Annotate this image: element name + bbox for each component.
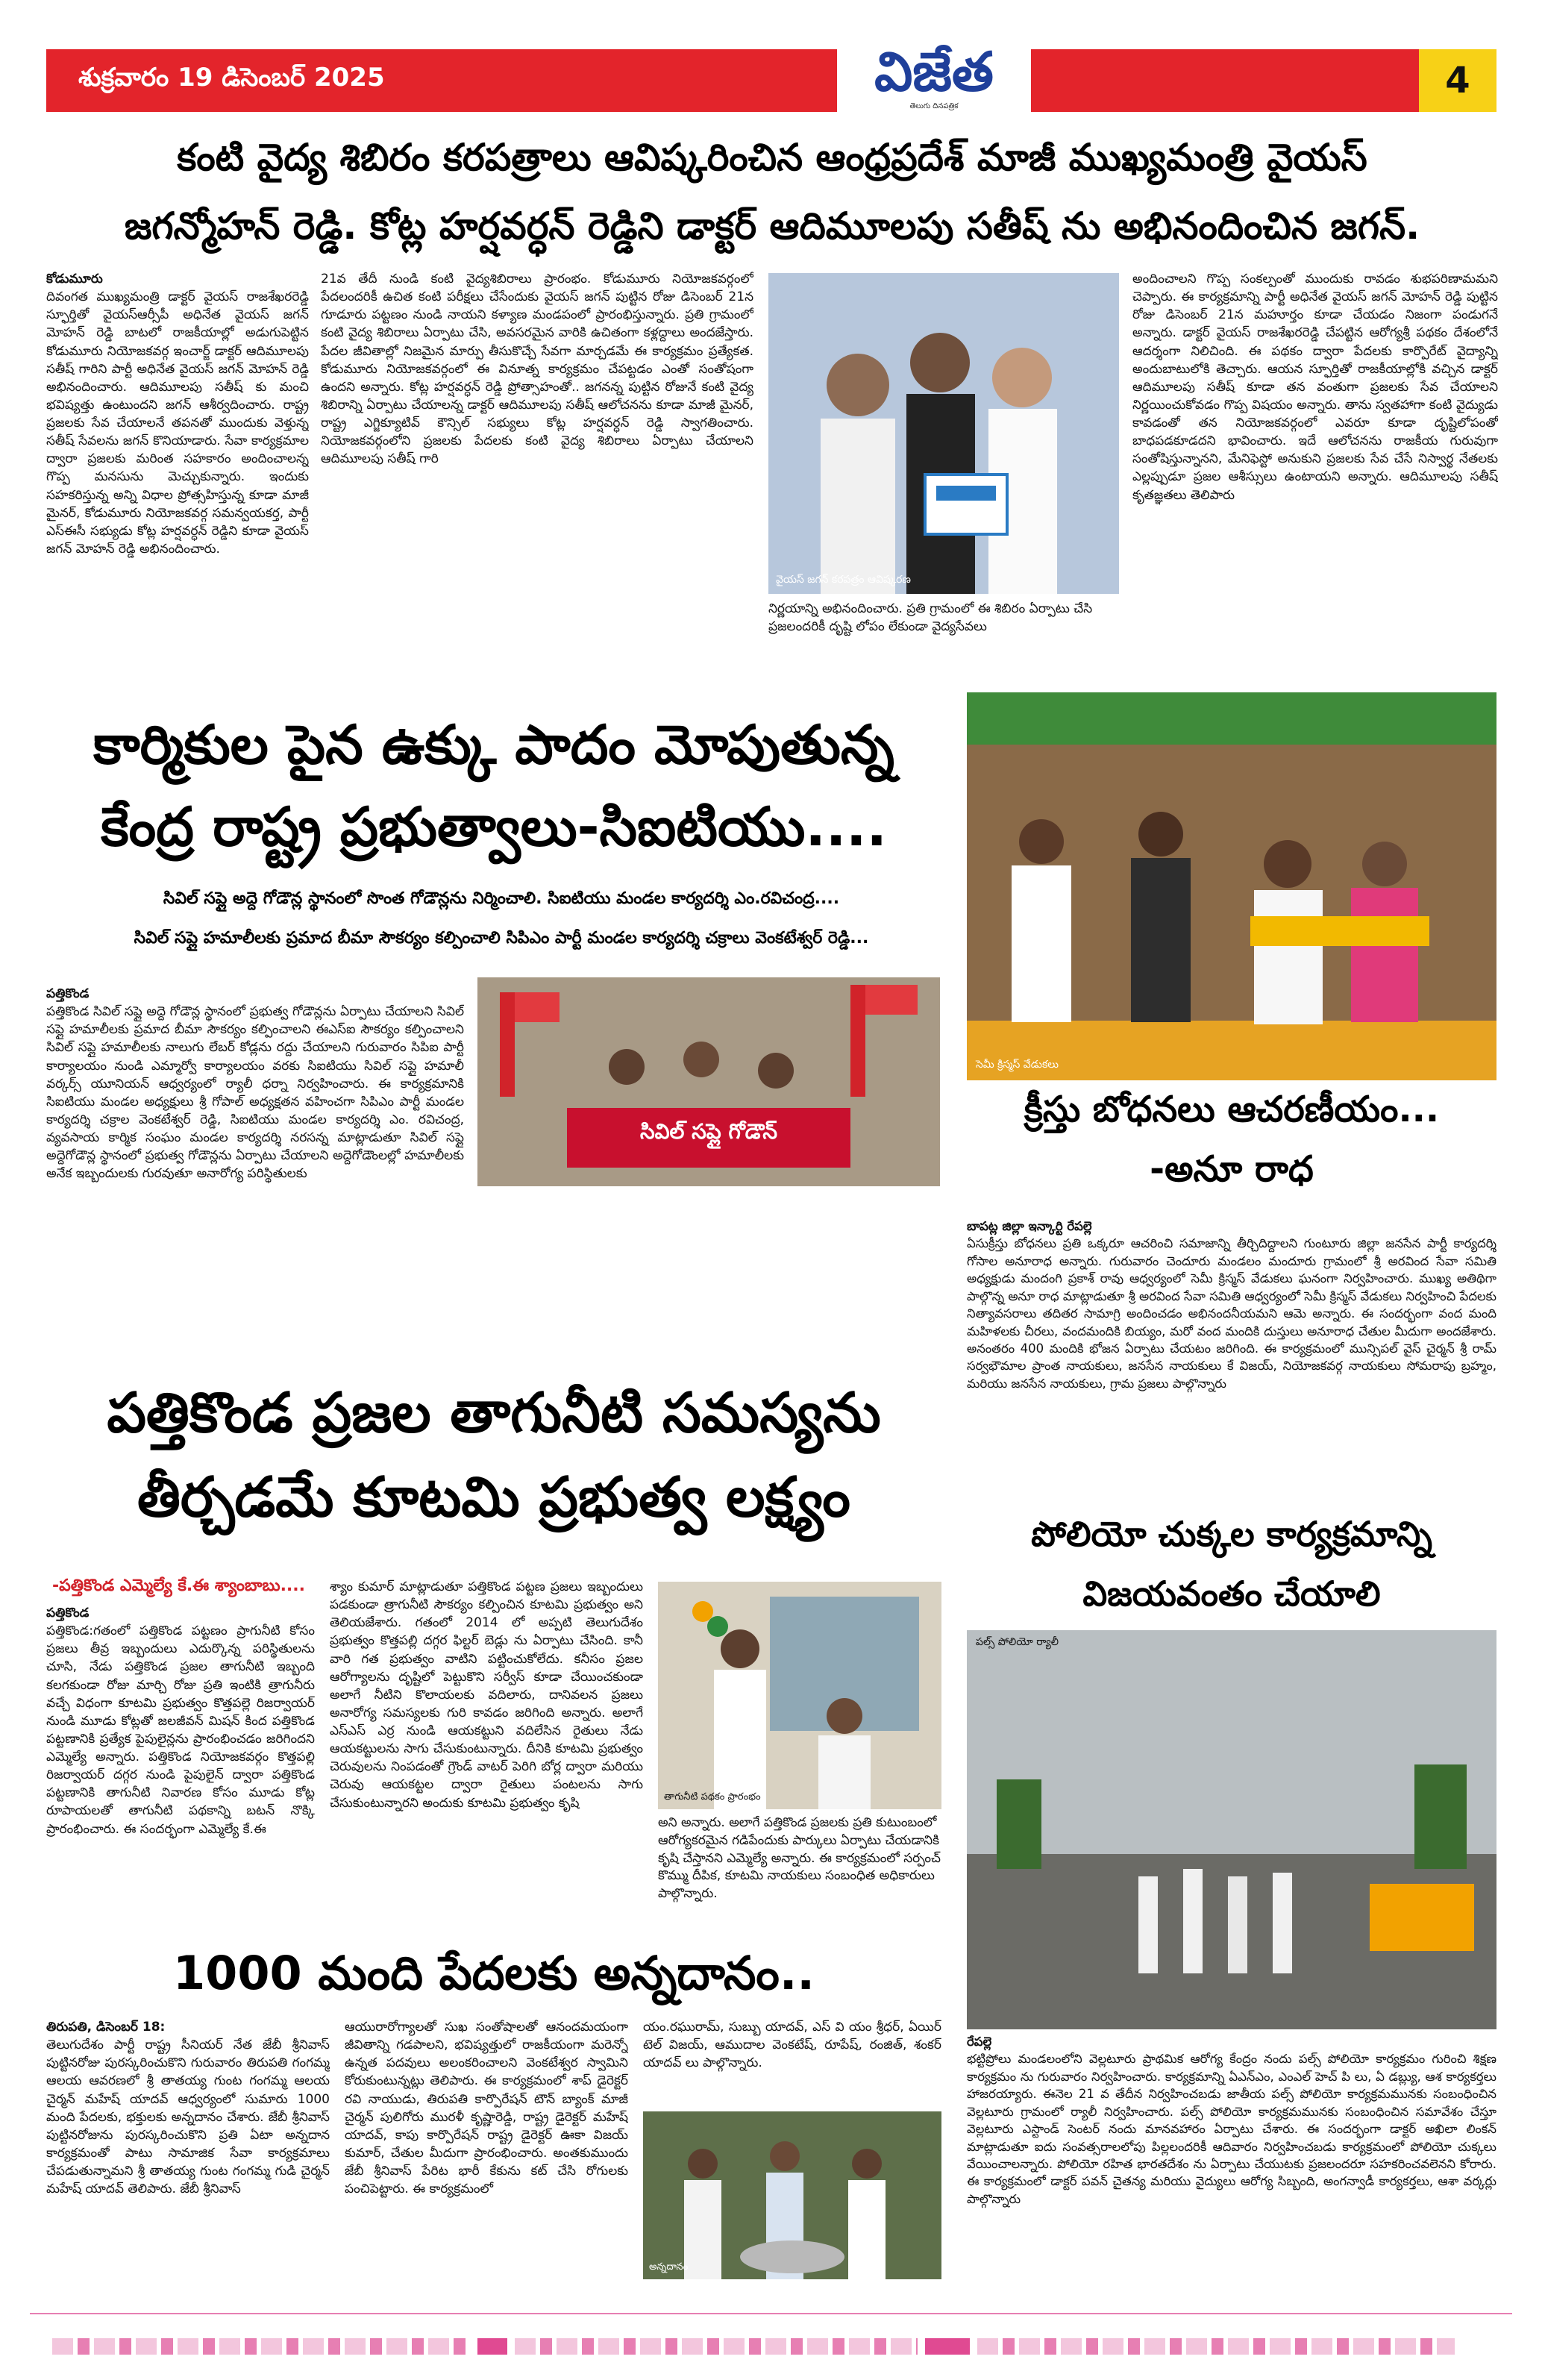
logo-tagline: తెలుగు దినపత్రిక bbox=[909, 102, 959, 110]
story3-body-text: ఏసుక్రీస్తు బోధనలు ప్రతి ఒక్కరూ ఆచరించి సమాజాన్ని తీర్చిదిద్దాలని గుంటూరు జిల్లా జనసేన పార్టీ కార్యదర్శి గోసాల అనూరాధ అన్నారు. గురువారం చెందూరు మండలం మందూరు గ్రామంలో శ్రీ అరవింద సేవా సమితి అధ్యక్షుడు మందంగి ప్రకాశ్ రావు ఆధ్వర్యంలో సెమీ క్రిస్మస్ వేడుకలు ఘనంగా నిర్వహించారు. ముఖ్య అతిథిగా పాల్గొన్న అనూ రాధ మాట్లాడుతూ శ్రీ అరవింద సేవా సమితి ఆధ్వర్యంలో సెమీ క్రిస్మస్ వేడుకలు నిర్వహించి పేదలకు నిత్యావసరాలు తదితర సామాగ్రి అందించడం అభినందనీయమని ఆమె అన్నారు. ఈ సందర్భంగా వంద మంది మహిళలకు చీరలు, వందమందికి బియ్యం, మరో వంద మందికి దుస్తులు అనూరాధ చేతుల మీదుగా అందజేశారు. అనంతరం 400 మందికి భోజన ఏర్పాటు చేయటం జరిగింది. ఈ కార్యక్రమంలో మున్సిపల్ వైస్ చైర్మన్ శ్రీ రామ్ సర్వభౌమాల ప్రాంత నాయకులు, జనసేన నాయకులు కే విజయ్, నియోజకవర్గ నాయకులు సోమరాపు బ్రహ్మం, మరియు జనసేన నాయకులు, గ్రామ ప్రజలు పాల్గొన్నారు bbox=[967, 1236, 1496, 1391]
story4-col1 bbox=[46, 1604, 315, 1932]
story1-col4: అందించాలని గొప్ప సంకల్పంతో ముందుకు రావడం శుభపరిణామమని చెప్పారు. ఈ కార్యక్రమాన్ని పార్టీ అధినేత వైయస్ జగన్ మోహన్ రెడ్డి పుట్టిన రోజు డిసెంబర్ 21న మహూర్తం కూడా చేయడం నిజంగా పండుగనే అన్నారు. డాక్టర్ వైయస్ రాజశేఖరరెడ్డి చేపట్టిన ఆరోగ్యశ్రీ పథకం దేశంలోనే ఆదర్శంగా నిలిచింది. ఈ పథకం ద్వారా పేదలకు కార్పొరేట్ వైద్యాన్ని అందుబాటులోకి తెచ్చారు. ఆయన స్ఫూర్తితో రాజకీయాల్లోకి వచ్చిన డాక్టర్ ఆదిమూలపు సతీష్ కూడా తన వంతుగా ప్రజలకు సేవ చేయాలని నిర్ణయించుకోవడం గొప్ప విషయం అన్నారు. తాను స్వతహాగా కంటి వైద్యుడు కావడంతో తన నియోజకవర్గంలో ఎవరూ కూడా దృష్టిలోపంతో బాధపడకూడదని భావించారు. ఇదే ఆలోచనను రాజకీయ గురువుగా సంతోషిస్తున్నానని, మేనిఫెస్టో అనుకుని ప్రజలకు సేవ చేసే నిస్వార్థ నేతలకు ఎల్లప్పుడూ ప్రజల ఆశీస్సులు ఉంటాయని అన్నారు. ఆదిమూలపు సతీష్ కృతజ్ఞతలు తెలిపారు bbox=[1132, 272, 1498, 503]
footer-block-2 bbox=[925, 2338, 970, 2355]
story1-col1 bbox=[46, 270, 309, 658]
story4-dateline: పత్తికొండ bbox=[46, 1606, 90, 1620]
story1-photo-caption: నిర్ణయాన్ని అభినందించారు. ప్రతి గ్రామంలో ఈ శిబిరం ఏర్పాటు చేసి ప్రజలందరికీ దృష్టి లోపం లేకుండా వైద్యసేవలు bbox=[768, 601, 1093, 634]
story6-col2: ఆయురారోగ్యాలతో సుఖ సంతోషాలతో ఆనందమయంగా జీవితాన్ని గడపాలని, భవిష్యత్తులో రాజకీయంగా మరెన్నో ఉన్నత పదవులు అలంకరించాలని వెంకటేశ్వర స్వామిని కోరుకుంటున్నట్లు తెలిపారు. ఈ కార్యక్రమంలో శాప్ డైరెక్టర్ రవి నాయుడు, తిరుపతి కార్పొరేషన్ టౌన్ బ్యాంక్ మాజీ చైర్మన్ పులిగోరు మురళీ కృష్ణారెడ్డి, రాష్ట్ర డైరెక్టర్ మహేష్ యాదవ్, కాపు కార్పొరేషన్ రాష్ట్ర డైరెక్టర్ ఊకా విజయ్ కుమార్, చేతుల మీదుగా ప్రారంభించారు. అంతకుముందు జేబీ శ్రీనివాస్ పేరిట భారీ కేకును కట్ చేసి రోగులకు పంచిపెట్టారు. ఈ కార్యక్రమంలో bbox=[345, 2020, 628, 2197]
page-number: 4 bbox=[1445, 60, 1470, 101]
masthead-red-bar-right bbox=[1031, 49, 1419, 112]
logo-box bbox=[837, 42, 1031, 116]
page-number-box bbox=[1419, 49, 1496, 112]
story4-subhead: -పత్తికొండ ఎమ్మెల్యే కే.ఈ శ్యాంబాబు.... bbox=[52, 1576, 305, 1595]
story2-headline-line2: కేంద్ర రాష్ట్ర ప్రభుత్వాలు-సిఐటియు.... bbox=[101, 795, 887, 858]
story2-photo bbox=[477, 977, 940, 1186]
story2-headline-line1: కార్మికుల పైన ఉక్కు పాదం మోపుతున్న bbox=[93, 713, 894, 776]
newspaper-logo: విజేత bbox=[874, 40, 994, 103]
story2-col1 bbox=[46, 985, 464, 1358]
story1-col2: 21వ తేదీ నుండి కంటి వైద్యశిబిరాలు ప్రారంభం. కోడుమూరు నియోజకవర్గంలో పేదలందరికీ ఉచిత కంటి పరీక్షలు చేసేందుకు వైయస్ జగన్ పుట్టిన రోజు డిసెంబర్ 21న గూడూరు పట్టణం నుండి నాయని కళ్యాణ మండపంలో ప్రారంభిస్తున్నారు. ప్రతి గ్రామంలో కంటి వైద్య శిబిరాలు ఏర్పాటు చేసి, అవసరమైన వారికి ఉచితంగా కళ్లద్దాలు అందజేస్తారు. పేదల జీవితాల్లో నిజమైన మార్పు తీసుకొచ్చే సేవగా మార్చడమే ఈ కార్యక్రమం ప్రత్యేకత. కోడుమూరు నియోజకవర్గంలో ఈ వినూత్న కార్యక్రమం చేపట్టడం ఎంతో సంతోషంగా ఉందని అన్నారు. కోట్ల హర్షవర్ధన్ రెడ్డి ప్రోత్సాహంతో.. జగనన్న పుట్టిన రోజునే కంటి వైద్య శిబిరాన్ని ఏర్పాటు చేయాలన్న డాక్టర్ ఆదిమూలపు సతీష్ ఆలోచనను కూడా మాజీ మైనర్, రాష్ట్ర ఎగ్జిక్యూటివ్ కౌన్సిల్ సభ్యులు కోట్ల హర్షవర్ధన్ రెడ్డి స్వాగతించారు. నియోజకవర్గంలోని ప్రజలకు పేదలకు కంటి వైద్య శిబిరాలు ఏర్పాటు చేయాలని ఆదిమూలపు సతీష్ గారి bbox=[321, 272, 753, 467]
story1-headline-line1: కంటి వైద్య శిబిరం కరపత్రాలు ఆవిష్కరించిన ఆంధ్రప్రదేశ్ మాజీ ముఖ్యమంత్రి వైయస్ bbox=[177, 136, 1367, 179]
footer-ornament-left bbox=[52, 2338, 470, 2355]
footer-ornament-mid bbox=[515, 2338, 918, 2355]
story3-photo-label: సెమీ క్రిస్మస్ వేడుకలు bbox=[976, 1059, 1059, 1071]
christmas-illustration bbox=[967, 692, 1496, 1080]
story2-subhead1: సివిల్ సప్లై అద్దె గోడౌన్ల స్థానంలో సొంత గోడౌన్లను నిర్మించాలి. సిఐటియు మండల కార్యదర్శి ఎం.రవిచంద్ర.... bbox=[163, 889, 840, 908]
protest-illustration bbox=[477, 977, 940, 1186]
story1-col1-text: దివంగత ముఖ్యమంత్రి డాక్టర్ వైయస్ రాజశేఖరరెడ్డి స్ఫూర్తితో వైయస్ఆర్సీపీ అధినేత వైయస్ జగన్ మోహన్ రెడ్డి బాటలో రాజకీయాల్లో అడుగుపెట్టిన కోడుమూరు నియోజకవర్గ ఇంచార్జ్ డాక్టర్ ఆదిమూలపు సతీష్ గారిని పార్టీ అధినేత వైయస్ జగన్ మోహన్ రెడ్డి అభినందించారు. ఆదిమూలపు సతీష్ కు మంచి భవిష్యత్తు ఉంటుందని జగన్ ఆశీర్వదించారు. రాష్ట్ర ప్రజలకు సేవ చేయాలనే తపనతో ముందుకు వెళ్తున్న సతీష్ సేవలను జగన్ కొనియాడారు. సేవా కార్యక్రమాల ద్వారా ప్రజలకు మరింత సహకారం అందించాలన్న గొప్ప మనసును మెచ్చుకున్నారు. ఇందుకు సహకరిస్తున్న అన్ని విధాల ప్రోత్సహిస్తున్న కూడా మాజీ మైనర్, కోడుమూరు నియోజకవర్గ సమన్వయకర్త, పార్టీ ఎస్ఈసీ సభ్యుడు కోట్ల హర్షవర్ధన్ రెడ్డిని కూడా వైయస్ జగన్ మోహన్ రెడ్డి అభినందించారు. bbox=[46, 289, 309, 557]
photo-illustration bbox=[768, 273, 1119, 594]
issue-date: శుక్రవారం 19 డిసెంబర్ 2025 bbox=[78, 63, 385, 93]
story1-photo bbox=[768, 273, 1119, 594]
story1-headline-line2: జగన్మోహన్ రెడ్డి. కోట్ల హర్షవర్ధన్ రెడ్డిని డాక్టర్ ఆదిమూలపు సతీష్ ను అభినందించిన జగన్. bbox=[124, 204, 1420, 248]
story1-dateline: కోడుమూరు bbox=[46, 272, 103, 286]
story5-body-text: భట్టిప్రోలు మండలంలోని వెల్లటూరు ప్రాథమిక ఆరోగ్య కేంద్రం నందు పల్స్ పోలియో కార్యక్రమం గురించి శిక్షణ కార్యక్రమం ను గురువారం నిర్వహించారు. కార్యక్రమాన్ని ఏఎన్ఎం, ఎంఎల్ హెచ్ పి లు, ఏ డబ్ల్యు, ఆశ కార్యకర్తలు హాజరయ్యారు. ఈనెల 21 వ తేదీన నిర్వహించబడు జాతీయ పల్స్ పోలియో కార్యక్రమమునకు సంబంధించిన వెల్లటూరు గ్రామంలో ర్యాలీ నిర్వహించారు. పల్స్ పోలియో కార్యక్రమమునకు సంబంధించిన సమావేశం చేస్తూ వెల్లటూరు ఎస్టాండ్ సెంటర్ నందు మానవహారం ఏర్పాటు చేశారు. ఈ సందర్భంగా డాక్టర్ అఖిలా లింకన్ మాట్లాడుతూ ఐదు సంవత్సరాలలోపు పిల్లలందరికీ ఆదివారం నిర్వహించబడు కార్యక్రమంలో పోలియో చుక్కలు వేయించాలన్నారు. పోలియో రహిత భారతదేశం ను ఏర్పాటు చేయుటకు ప్రజలందరూ సహకరించవలెనని కోరారు. ఈ కార్యక్రమంలో డాక్టర్ పవన్ చైతన్య మరియు వైద్యులు ఆరోగ్య సిబ్బంది, అంగన్వాడీ కార్యకర్తలు, ఆశా వర్కర్లు పాల్గొన్నారు bbox=[967, 2052, 1496, 2206]
footer-divider bbox=[30, 2313, 1512, 2314]
story3-body bbox=[967, 1218, 1496, 1505]
story4-headline-line2: తీర్చడమే కూటమి ప్రభుత్వ లక్ష్యం bbox=[137, 1465, 850, 1529]
water-scheme-illustration bbox=[658, 1582, 941, 1809]
story1-photo-label: వైయస్ జగన్ కరపత్రం ఆవిష్కరణ bbox=[776, 574, 911, 586]
story4-photo-label: తాగునీటి పథకం ప్రారంభం bbox=[664, 1791, 761, 1803]
story4-col1-text: పత్తికొండ:గతంలో పత్తికొండ పట్టణం ప్రాగునీటి కోసం ప్రజలు తీవ్ర ఇబ్బందులు ఎదుర్కొన్న పరిస్థితులను చూసి, నేడు పత్తికొండ ప్రజల తాగునీటి ఇబ్బంది కలగకుండా రోజు మార్చి రోజు ప్రతి ఇంటికి త్రాగునీరు వచ్చే విధంగా కూటమి ప్రభుత్వం కొత్తపల్లె రిజర్వాయర్ నుండి మూడు కోట్లతో జలజీవన్ మిషన్ కింద పత్తికొండ పట్టణానికి ప్రత్యేక పైపులైన్లను ప్రారంభించడం జరిగిందని ఎమ్మెల్యే అన్నారు. పత్తికొండ నియోజకవర్గం కొత్తపల్లి రిజర్వాయర్ దగ్గర నుండి పైపులైన్ ద్వారా పత్తికొండ పట్టణానికి తాగునీటి నివారణ కోసం మూడు కోట్ల రూపాయలతో తాగునీటి పథకాన్ని బటన్ నొక్కి ప్రారంభించారు. ఈ సందర్భంగా ఎమ్మెల్యే కే.ఈ bbox=[46, 1623, 315, 1837]
annadanam-illustration bbox=[643, 2111, 941, 2279]
story4-photo bbox=[658, 1582, 941, 1809]
story2-col1-text: పత్తికొండ సివిల్ సప్లై అద్దె గోడౌన్ల స్థానంలో ప్రభుత్వ గోడౌన్లను ఏర్పాటు చేయాలని సివిల్ సప్లై హమాలీలకు ప్రమాద బీమా సౌకర్యం కల్పించాలని ఈఎస్ఐ సౌకర్యం కల్పించాలని సివిల్ సప్లై హమాలీలకు నాలుగు లేబర్ కోడ్లను రద్దు చేయాలని గురువారం సిపిఐ పార్టీ కార్యాలయం నుండి ఎమ్మార్వో కార్యాలయం వరకు సిఐటియు సివిల్ సప్లై హమాలీ వర్కర్స్ యూనియన్ ఆధ్వర్యంలో ర్యాలీ ధర్నా నిర్వహించారు. ఈ కార్యక్రమానికి సిఐటియు మండల అధ్యక్షులు శ్రీ గోపాల్ అధ్యక్షతన వహించగా సిపిఎం పార్టీ మండల కార్యదర్శి చక్రాల వెంకటేశ్వర్ రెడ్డి, సిఐటియు మండల కార్యదర్శి ఎం. రవిచంద్ర, వ్యవసాయ కార్మిక సంఘం మండల కార్యదర్శి నరసన్న మాట్లాడుతూ సివిల్ సప్లై అద్దెగోడౌన్ల స్థానంలో ప్రభుత్వ గోడౌన్లను ఏర్పాటు చేయాలని అద్దెగోడౌంలల్లో హమాలీలకు అనేక ఇబ్బందులకు గురవుతూ అనారోగ్య పరిస్థితులకు bbox=[46, 1004, 464, 1182]
story2-dateline: పత్తికొండ bbox=[46, 986, 90, 1001]
story5-body bbox=[967, 2033, 1496, 2279]
story4-col2: శ్యాం కుమార్ మాట్లాడుతూ పత్తికొండ పట్టణ ప్రజలు ఇబ్బందులు పడకుండా త్రాగునీటి సౌకర్యం కల్పించిన కూటమి ప్రభుత్వం అని తెలియజేశారు. గతంలో 2014 లో అప్పటి తెలుగుదేశం ప్రభుత్వం కొత్తపల్లి దగ్గర ఫిల్టర్ బెడ్లు ను ఏర్పాటు చేసింది. కానీ వారి గత ప్రభుత్వం వాటిని పట్టించుకోలేదు. కనీసం ప్రజల ఆరోగ్యాలను దృష్టిలో పెట్టుకొని సర్వీస్ కూడా చేయించకుండా అలాగే నీటిని కొలాయలకు వదిలారు, దానివలన ప్రజలు అనారోగ్య సమస్యలకు గురి కావడం జరిగింది అన్నారు. అలాగే ఎస్ఎస్ ఎర్ర నుండి ఆయకట్టుని వదిలేసిన రైతులు నేడు ఆయకట్టులను సాగు చేసుకుంటున్నారు. దీనికి కూటమి ప్రభుత్వం చెరువులను నింపడంతో గ్రౌండ్ వాటర్ పెరిగి బోర్ల ద్వారా మరియు చెరువు ఆయకట్టల ద్వారా రైతులు పంటలను సాగు చేసుకుంటున్నారని అందుకు కూటమి ప్రభుత్వం కృషి bbox=[330, 1579, 643, 1811]
story3-dateline: బాపట్ల జిల్లా ఇన్కార్టి రేపల్లె bbox=[967, 1219, 1092, 1233]
story3-photo bbox=[967, 692, 1496, 1080]
story6-photo-label: అన్నదానం bbox=[649, 2261, 689, 2273]
polio-rally-illustration bbox=[967, 1630, 1496, 2029]
footer-ornament-right bbox=[977, 2338, 1455, 2355]
story4-headline-line1: పత్తికొండ ప్రజల తాగునీటి సమస్యను bbox=[107, 1381, 881, 1445]
story3-headline-line1: క్రీస్తు బోధనలు ఆచరణీయం... bbox=[1024, 1089, 1440, 1130]
story6-photo bbox=[643, 2111, 941, 2279]
story6-col1 bbox=[46, 2018, 330, 2279]
story5-photo-label: పల్స్ పోలియో ర్యాలీ bbox=[976, 1636, 1059, 1648]
story5-headline-line1: పోలియో చుక్కల కార్యక్రమాన్ని bbox=[1031, 1514, 1432, 1554]
story6-col1-text: తెలుగుదేశం పార్టీ రాష్ట్ర సీనియర్ నేత జేబీ శ్రీనివాస్ పుట్టినరోజు పురస్కరించుకొని గురువారం తిరుపతి గంగమ్మ ఆలయ ఆవరణలో శ్రీ తాతయ్య గుంట గంగమ్మ ఆలయ చైర్మన్ మహేష్ యాదవ్ ఆధ్వర్యంలో సుమారు 1000 మంది పేదలకు, భక్తులకు అన్నదానం చేశారు. జేబీ శ్రీనివాస్ పుట్టినరోజును పురస్కరించుకొని ప్రతి ఏటా అన్నదాన కార్యక్రమంతో పాటు సామాజిక సేవా కార్యక్రమాలు చేపడుతున్నామని శ్రీ తాతయ్య గుంట గంగమ్మ గుడి చైర్మన్ మహేష్ యాదవ్ తెలిపారు. జేబీ శ్రీనివాస్ bbox=[46, 2038, 330, 2197]
story4-caption: అని అన్నారు. అలాగే పత్తికొండ ప్రజలకు ప్రతి కుటుంబంలో ఆరోగ్యకరమైన గడిపేందుకు పార్కులు ఏర్పాటు చేయడానికి కృషి చేస్తానని ఎమ్మెల్యే అన్నారు. ఈ కార్యక్రమంలో సర్పంచ్ కొమ్ము దీపిక, కూటమి నాయకులు సంబంధిత అధికారులు పాల్గొన్నారు. bbox=[658, 1815, 941, 1902]
story2-banner-text: సివిల్ సప్లై గోడౌన్ bbox=[639, 1119, 778, 1144]
story6-dateline: తిరుపతి, డిసెంబర్ 18: bbox=[46, 2020, 166, 2035]
story5-photo bbox=[967, 1630, 1496, 2029]
story2-subhead2: సివిల్ సప్లై హమాలీలకు ప్రమాద బీమా సౌకర్యం కల్పించాలి సిపిఎం పార్టీ మండల కార్యదర్శి చక్రాలు వెంకటేశ్వర్ రెడ్డి... bbox=[134, 929, 869, 948]
story5-dateline: రేపల్లె bbox=[967, 2035, 992, 2049]
footer-block-1 bbox=[477, 2338, 507, 2355]
story6-headline: 1000 మంది పేదలకు అన్నదానం.. bbox=[173, 1946, 815, 2000]
story3-headline-line2: -అనూ రాధ bbox=[1150, 1148, 1314, 1190]
story6-col3: యం.రఘురామ్, సుబ్బు యాదవ్, ఎస్ వి యం శ్రీధర్, ఏయిర్ టెల్ విజయ్, ఆముదాల వెంకటేష్, రూపేష్, రంజిత్, శంకర్ యాదవ్ లు పాల్గొన్నారు. bbox=[643, 2020, 941, 2071]
story5-headline-line2: విజయవంతం చేయాలి bbox=[1082, 1573, 1381, 1614]
